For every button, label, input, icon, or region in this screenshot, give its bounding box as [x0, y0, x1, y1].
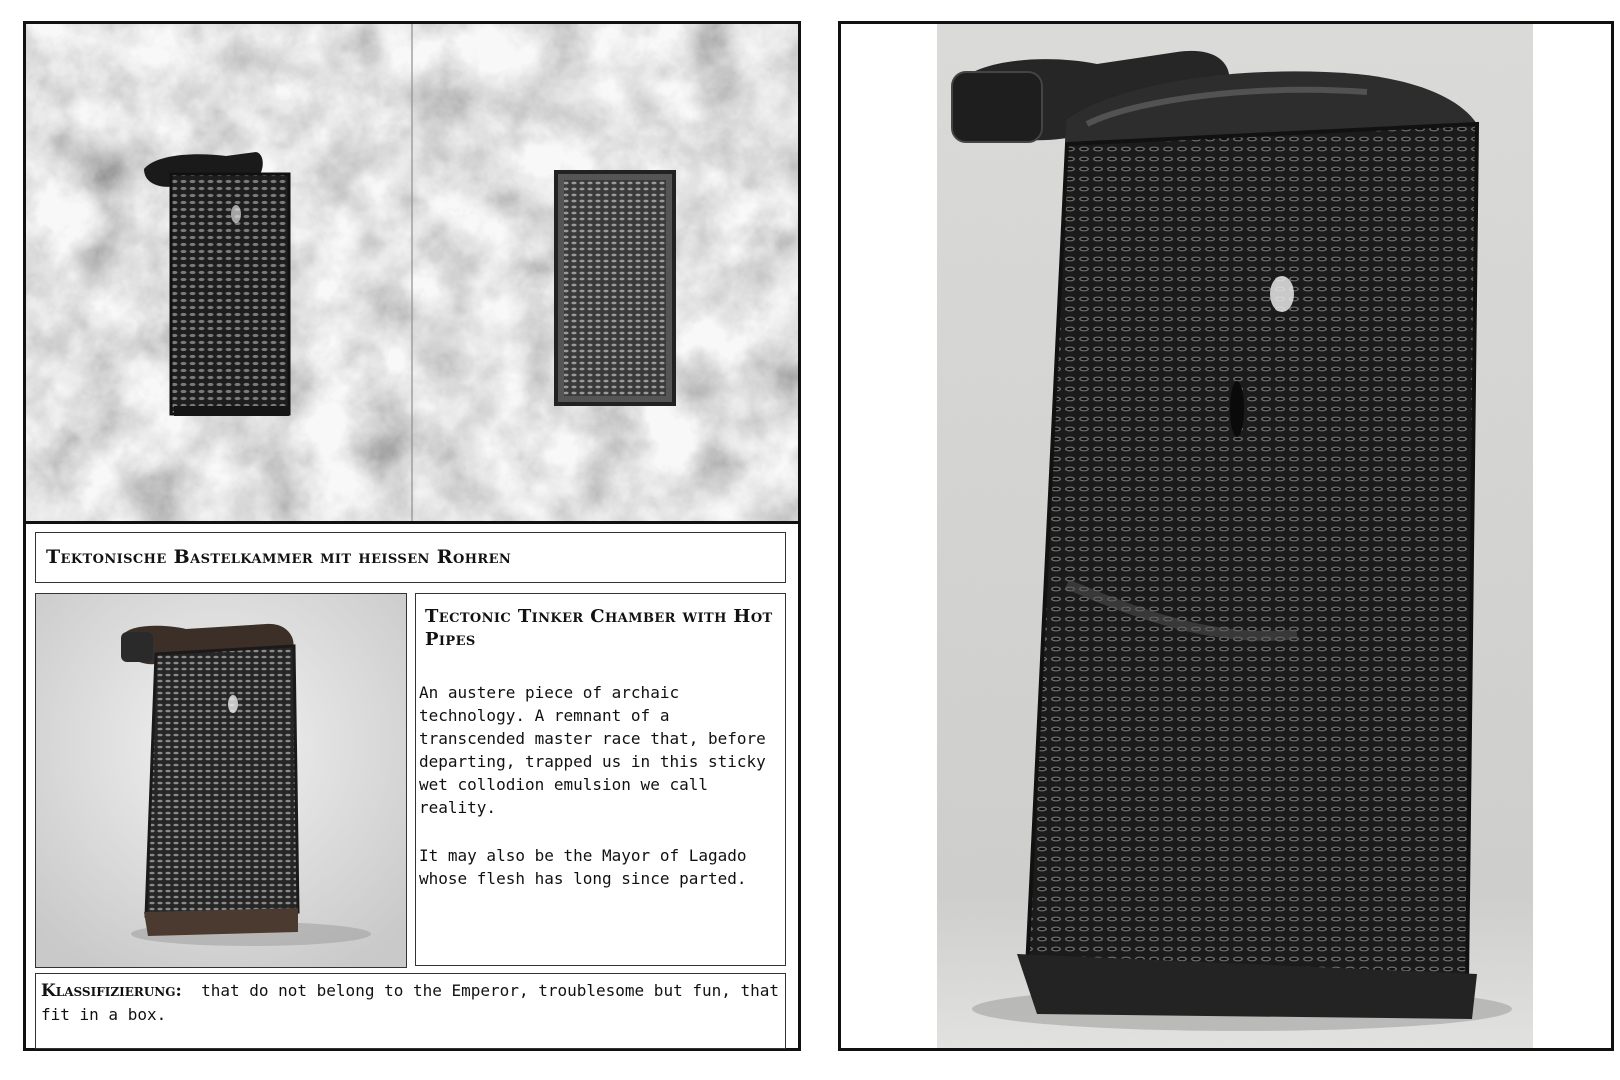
description-paragraph-2: It may also be the Mayor of Lagado whose flesh has long since parted.	[419, 846, 747, 888]
title-box	[35, 532, 786, 583]
classification-box	[35, 973, 786, 1049]
classification-text	[41, 979, 781, 1026]
sculpture-core	[1027, 124, 1477, 984]
german-title: Tektonische Bastelkammer mit heissen Rohren	[46, 546, 512, 568]
sculpture-photo	[937, 24, 1533, 1048]
description-box	[415, 593, 786, 966]
thumb-photo	[35, 593, 407, 968]
sculpture-photo-image	[937, 24, 1533, 1048]
wall-photo	[26, 24, 798, 524]
left-panel	[23, 21, 801, 1051]
description-paragraph-1: An austere piece of archaic technology. A remnant of a transcended master race that, before departing, trapped us in this sticky wet collodion emulsion we call reality.	[419, 683, 766, 817]
wall-photo-image	[26, 24, 798, 521]
wall-radiator-right	[556, 172, 674, 404]
thumb-photo-image	[36, 594, 406, 967]
classification-label: Klassifizierung:	[41, 981, 182, 1001]
english-title: Tectonic Tinker Chamber with Hot Pipes	[425, 606, 773, 650]
classification-value: that do not belong to the Emperor, troublesome but fun, that fit in a box.	[41, 981, 780, 1024]
right-panel	[838, 21, 1614, 1051]
